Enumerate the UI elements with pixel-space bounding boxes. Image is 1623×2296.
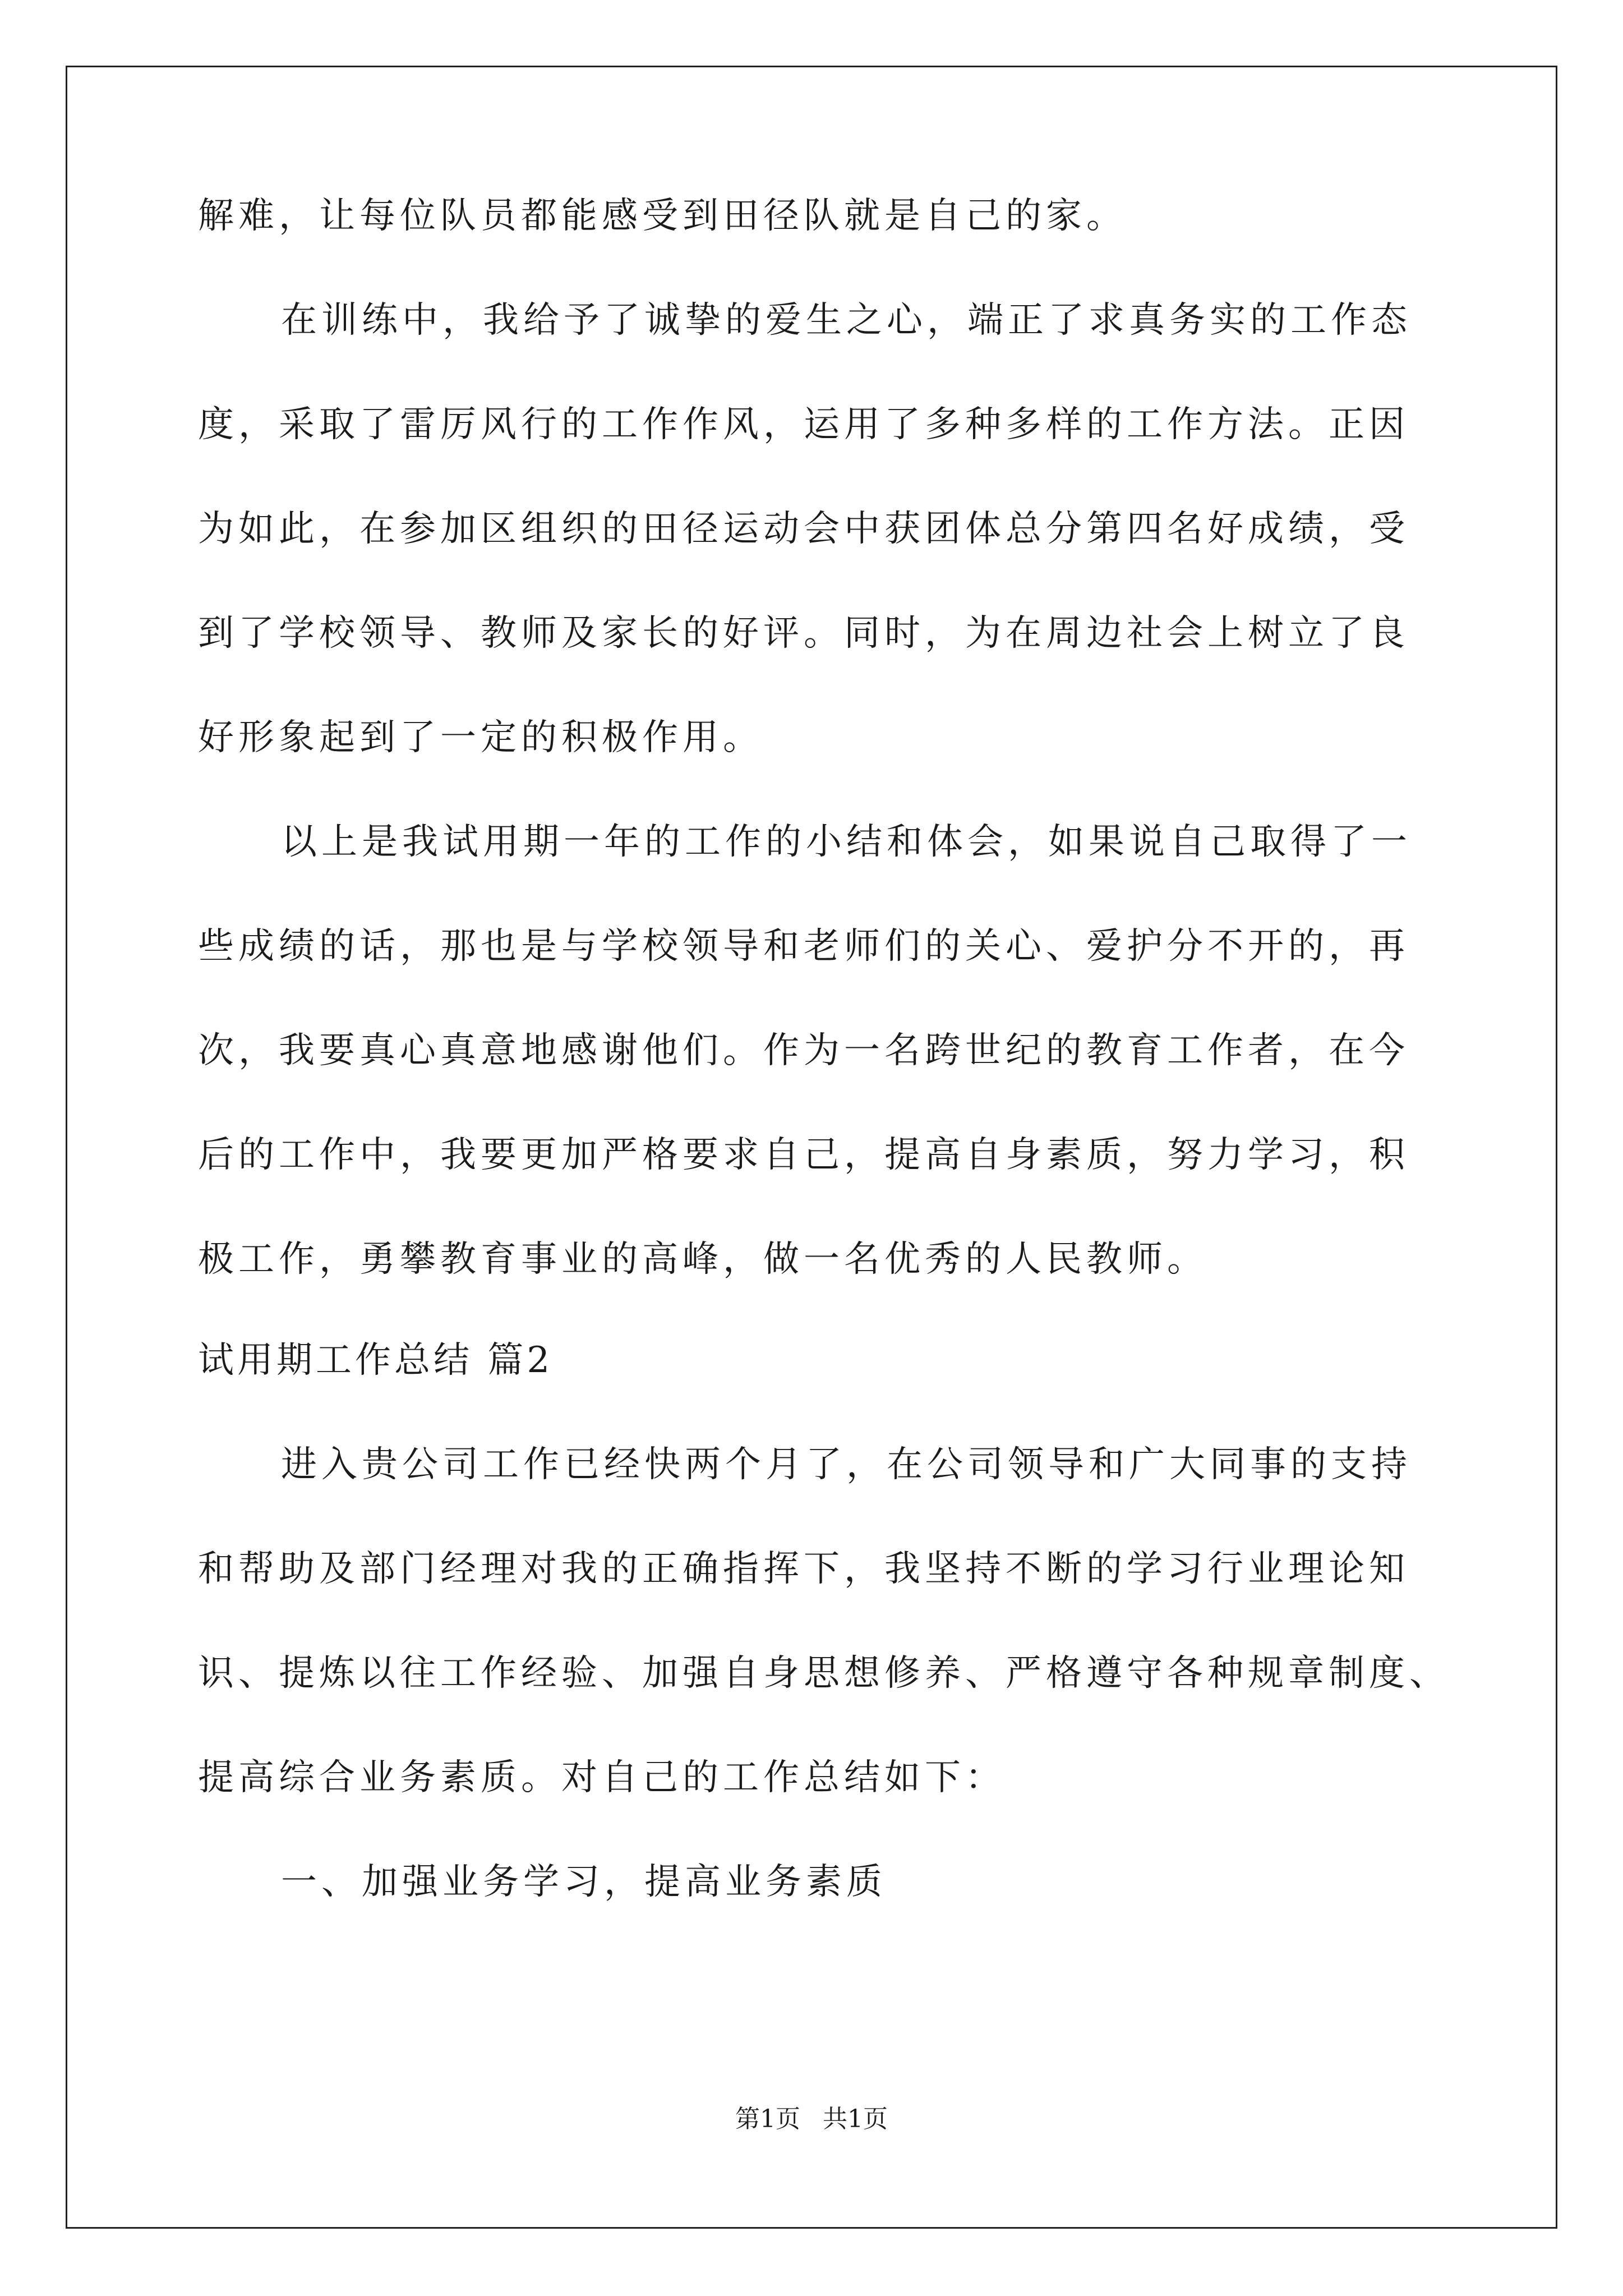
paragraph-line: 些成绩的话，那也是与学校领导和老师们的关心、爱护分不开的，再 [198,926,1409,967]
paragraph-line: 后的工作中，我要更加严格要求自己，提高自身素质，努力学习，积 [198,1134,1409,1176]
paragraph-line: 为如此，在参加区组织的田径运动会中获团体总分第四名好成绩，受 [198,508,1409,550]
paragraph-line: 进入贵公司工作已经快两个月了，在公司领导和广大同事的支持 [281,1444,1412,1485]
page-number: 第1页 [735,2105,800,2133]
paragraph-line: 以上是我试用期一年的工作的小结和体会，如果说自己取得了一 [281,821,1412,863]
paragraph-line: 和帮助及部门经理对我的正确指挥下，我坚持不断的学习行业理论知 [198,1548,1409,1590]
page-total: 共1页 [823,2105,888,2133]
section-heading: 试用期工作总结 篇2 [198,1340,554,1381]
subheading-line: 一、加强业务学习，提高业务素质 [281,1861,887,1903]
page-footer [0,2104,1623,2135]
paragraph-line: 度，采取了雷厉风行的工作作风，运用了多种多样的工作方法。正因 [198,404,1409,445]
paragraph-line: 次，我要真心真意地感谢他们。作为一名跨世纪的教育工作者，在今 [198,1030,1409,1071]
paragraph-line: 在训练中，我给予了诚挚的爱生之心，端正了求真务实的工作态 [281,300,1412,341]
paragraph-line: 极工作，勇攀教育事业的高峰，做一名优秀的人民教师。 [198,1239,1207,1280]
paragraph-line: 提高综合业务素质。对自己的工作总结如下： [198,1757,1006,1798]
paragraph-line: 到了学校领导、教师及家长的好评。同时，为在周边社会上树立了良 [198,613,1409,654]
paragraph-line: 识、提炼以往工作经验、加强自身思想修养、严格遵守各种规章制度、 [198,1653,1450,1694]
paragraph-line: 解难，让每位队员都能感受到田径队就是自己的家。 [198,195,1127,237]
paragraph-line: 好形象起到了一定的积极作用。 [198,717,763,758]
